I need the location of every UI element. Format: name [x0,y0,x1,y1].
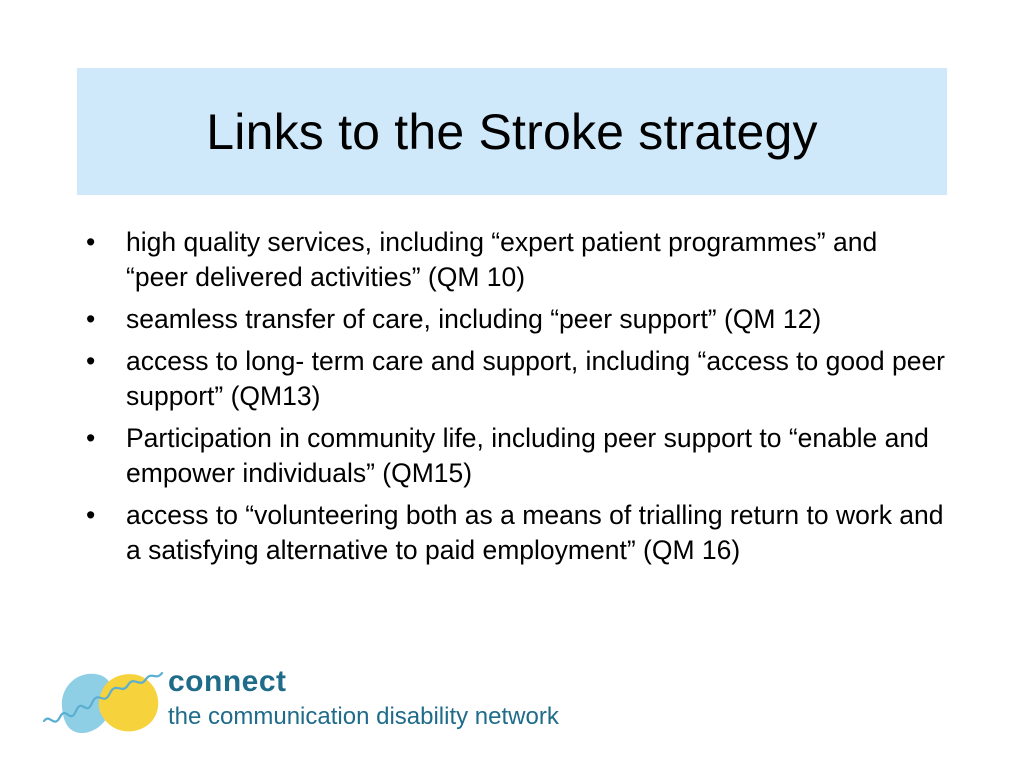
bullet-list [86,225,946,575]
bullet-item [86,225,946,295]
bullet-glyph: • [86,227,96,257]
bullet-text: high quality services, including “expert patient programmes” and “peer delivered activities” (QM 10) [126,227,878,292]
bullet-glyph: • [86,304,96,334]
logo-name: connect [168,665,287,698]
bullet-item [86,344,946,414]
bullet-text: access to long- term care and support, including “access to good peer support” (QM13) [126,346,946,411]
title-banner [77,68,947,195]
bullet-glyph: • [86,500,96,530]
bullet-item [86,302,946,337]
bullet-text: seamless transfer of care, including “peer support” (QM 12) [126,304,822,334]
bullet-item [86,421,946,491]
logo-tagline: the communication disability network [168,703,559,730]
bullet-text: access to “volunteering both as a means of trialling return to work and a satisfying alternative to paid employment” (QM 16) [126,500,944,565]
slide-title: Links to the Stroke strategy [206,103,818,160]
bullet-text: Participation in community life, including peer support to “enable and empower individuals” (QM15) [126,423,929,488]
bullet-glyph: • [86,346,96,376]
bullet-glyph: • [86,423,96,453]
bullet-item [86,498,946,568]
